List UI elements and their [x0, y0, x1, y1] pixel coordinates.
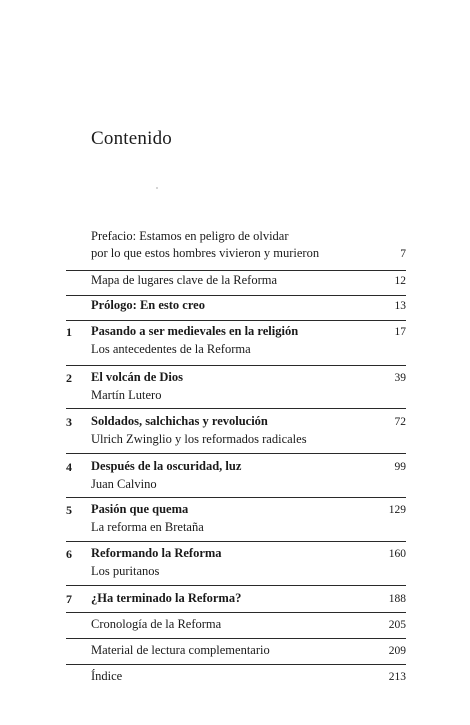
entry-title: Pasión que quema [91, 502, 189, 516]
entry-page-number: 13 [394, 300, 406, 312]
divider [66, 320, 406, 321]
entry-page-number: 188 [388, 593, 406, 605]
entry-title: Índice [91, 669, 123, 683]
divider [66, 408, 406, 409]
divider [66, 270, 406, 271]
paper-speck [156, 187, 158, 189]
entry-page-number: 205 [388, 619, 406, 631]
entry-page-number: 160 [388, 548, 406, 560]
entry-page-number: 17 [394, 326, 406, 338]
divider [66, 295, 406, 296]
chapter-number: 2 [66, 371, 72, 385]
page-title: Contenido [91, 128, 172, 149]
chapter-number: 5 [66, 503, 72, 517]
entry-page-number: 129 [388, 504, 406, 516]
divider [66, 541, 406, 542]
divider [66, 664, 406, 665]
entry-subtitle: Ulrich Zwinglio y los reformados radicales [91, 432, 307, 446]
entry-subtitle: Los puritanos [91, 564, 160, 578]
entry-page-number: 213 [388, 671, 406, 683]
entry-subtitle: Juan Calvino [91, 477, 157, 491]
entry-title: Material de lectura complementario [91, 643, 270, 657]
divider [66, 453, 406, 454]
entry-title: Reformando la Reforma [91, 546, 222, 560]
divider [66, 365, 406, 366]
entry-title: Mapa de lugares clave de la Reforma [91, 273, 278, 287]
divider [66, 497, 406, 498]
entry-page-number: 209 [388, 645, 406, 657]
entry-page-number: 72 [394, 416, 406, 428]
entry-title: Después de la oscuridad, luz [91, 459, 242, 473]
divider [66, 638, 406, 639]
chapter-number: 6 [66, 547, 72, 561]
divider [66, 585, 406, 586]
chapter-number: 4 [66, 460, 72, 474]
chapter-number: 1 [66, 325, 72, 339]
entry-title: Soldados, salchichas y revolución [91, 414, 268, 428]
divider [66, 612, 406, 613]
entry-title: Cronología de la Reforma [91, 617, 222, 631]
entry-page-number: 12 [394, 275, 406, 287]
entry-subtitle: La reforma en Bretaña [91, 520, 204, 534]
entry-title: Prólogo: En esto creo [91, 298, 205, 312]
entry-title: Pasando a ser medievales en la religión [91, 324, 299, 338]
entry-subtitle: Martín Lutero [91, 388, 162, 402]
entry-title: Prefacio: Estamos en peligro de olvidar [91, 229, 289, 243]
entry-title: El volcán de Dios [91, 370, 184, 384]
entry-subtitle: Los antecedentes de la Reforma [91, 342, 251, 356]
entry-page-number: 7 [400, 248, 406, 260]
entry-page-number: 39 [394, 372, 406, 384]
chapter-number: 7 [66, 592, 72, 606]
chapter-number: 3 [66, 415, 72, 429]
entry-page-number: 99 [394, 461, 406, 473]
entry-title: ¿Ha terminado la Reforma? [91, 591, 242, 605]
entry-title-continued: por lo que estos hombres vivieron y murieron [91, 246, 320, 260]
